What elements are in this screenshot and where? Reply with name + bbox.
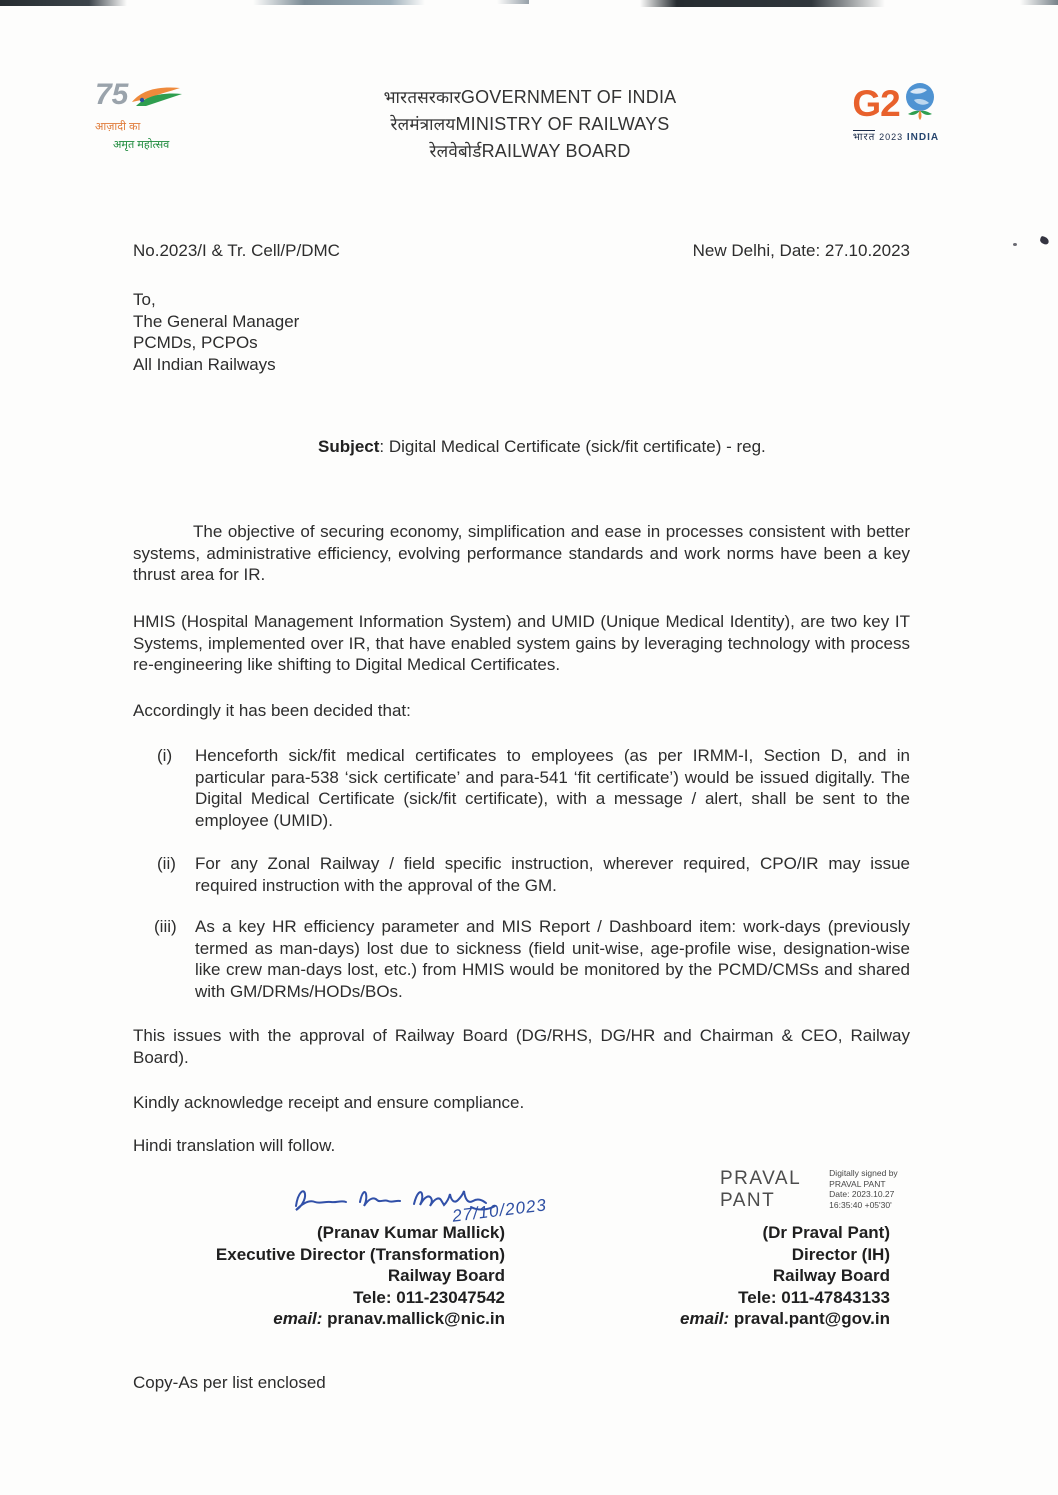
body-paragraph-3: Accordingly it has been decided that:	[133, 701, 411, 720]
subject-text: : Digital Medical Certificate (sick/fit certificate) - reg.	[379, 437, 766, 456]
list-item-iii	[133, 916, 910, 1002]
azadi-ka-amrit-mahotsav-logo	[95, 78, 215, 152]
addressee-line: All Indian Railways	[133, 354, 276, 374]
azadi-logo-text-line2: अमृत महोत्सव	[113, 139, 170, 151]
handwritten-date: 27/10/2023	[451, 1195, 548, 1226]
list-item-label: (ii)	[157, 854, 176, 873]
signatory-email: email: praval.pant@gov.in	[680, 1309, 890, 1328]
letterhead-line-government: भारतसरकारGOVERNMENT OF INDIA	[383, 87, 677, 107]
body-paragraph-5: Kindly acknowledge receipt and ensure compliance.	[133, 1093, 525, 1112]
place-and-date: New Delhi, Date: 27.10.2023	[692, 241, 910, 260]
signatory-email: email: pranav.mallick@nic.in	[273, 1309, 505, 1328]
list-item-text: As a key HR efficiency parameter and MIS Report / Dashboard item: work-days (previously termed as man-days) lost due to sickness (field unit-wise, age-profile wise, designation-wise like crew man-days lost, etc.) from HMIS would be monitored by the PCMD/CMSs and shared with GM/DRMs/HODs/BOs.	[195, 917, 910, 1001]
list-item-label: (i)	[157, 746, 173, 765]
signatory-block-right	[620, 1222, 890, 1330]
list-item-text: Henceforth sick/fit medical certificates to employees (as per IRMM-I, Section D, and in particular para-538 ‘sick certificate’ and para-541 ‘fit certificate’) would be issued digitally. The Digital Medical Certificate (sick/fit certificate), with a message / alert, shall be sent to the employee (UMID).	[195, 746, 910, 830]
salutation: To,	[133, 290, 156, 309]
letterhead-line-ministry: रेलमंत्रालयMINISTRY OF RAILWAYS	[390, 114, 670, 134]
list-item-i	[133, 745, 910, 831]
scan-artifact	[497, 0, 529, 4]
body-paragraph-1: The objective of securing economy, simplification and ease in processes consistent with better systems, administrative efficiency, evolving performance standards and work norms have been a key thrust area for IR.	[133, 522, 910, 585]
scan-artifact	[640, 0, 885, 7]
addressee-line: The General Manager	[133, 311, 300, 331]
g20-tagline: भारत 2023 INDIA	[852, 132, 940, 143]
list-item-text: For any Zonal Railway / field specific instruction, wherever required, CPO/IR may issue required instruction with the approval of the GM.	[195, 854, 910, 895]
g20-globe-icon	[900, 80, 940, 127]
signatory-name: (Dr Praval Pant)	[762, 1223, 890, 1242]
signatory-org: Railway Board	[772, 1266, 890, 1285]
azadi-logo-text-line1: आज़ादी का	[95, 121, 141, 133]
body-paragraph-6: Hindi translation will follow.	[133, 1136, 336, 1155]
azadi-75-number: 75	[95, 78, 129, 111]
signatory-title: Executive Director (Transformation)	[215, 1244, 505, 1264]
tricolor-swoosh-icon	[128, 82, 186, 117]
stamp-details: Digitally signed by PRAVAL PANT Date: 2023.10.27 16:35:40 +05'30'	[829, 1168, 898, 1210]
letterhead-line-railway-board: रेलवेबोर्डRAILWAY BOARD	[429, 141, 631, 161]
signatory-tele: Tele: 011-23047542	[353, 1287, 505, 1307]
g20-text: G2	[852, 82, 900, 124]
signatory-org: Railway Board	[387, 1266, 505, 1285]
letterhead-title	[250, 84, 810, 165]
reference-line	[133, 241, 910, 261]
copy-distribution-line: Copy-As per list enclosed	[133, 1373, 326, 1392]
scan-artifact	[1013, 243, 1017, 246]
addressee-line: PCMDs, PCPOs	[133, 333, 258, 352]
list-item-ii	[133, 853, 910, 896]
body-paragraph-2: HMIS (Hospital Management Information System) and UMID (Unique Medical Identity), are two key IT Systems, implemented over IR, that have enabled system gains by leveraging technology with process re-engineering like shifting to Digital Medical Certificates.	[133, 612, 910, 675]
stamp-name: PRAVAL PANT	[720, 1168, 802, 1211]
scan-artifact	[1020, 0, 1058, 5]
letter-number: No.2023/I & Tr. Cell/P/DMC	[133, 241, 340, 260]
subject-label: Subject	[318, 437, 380, 456]
signatory-name: (Pranav Kumar Mallick)	[316, 1223, 505, 1242]
list-item-label: (iii)	[154, 917, 177, 936]
g20-india-logo	[826, 80, 966, 143]
signatory-tele: Tele: 011-47843133	[738, 1287, 890, 1307]
signatory-title: Director (IH)	[791, 1244, 890, 1264]
digital-signature-stamp	[720, 1168, 924, 1212]
body-paragraph-4: This issues with the approval of Railway Board (DG/RHS, DG/HR and Chairman & CEO, Railway Board).	[133, 1026, 910, 1067]
address-block	[133, 289, 299, 375]
scan-artifact	[0, 0, 127, 6]
scan-artifact	[1039, 236, 1050, 246]
scan-artifact	[253, 0, 425, 5]
signatory-block-left	[133, 1222, 505, 1330]
subject-line	[318, 437, 766, 457]
